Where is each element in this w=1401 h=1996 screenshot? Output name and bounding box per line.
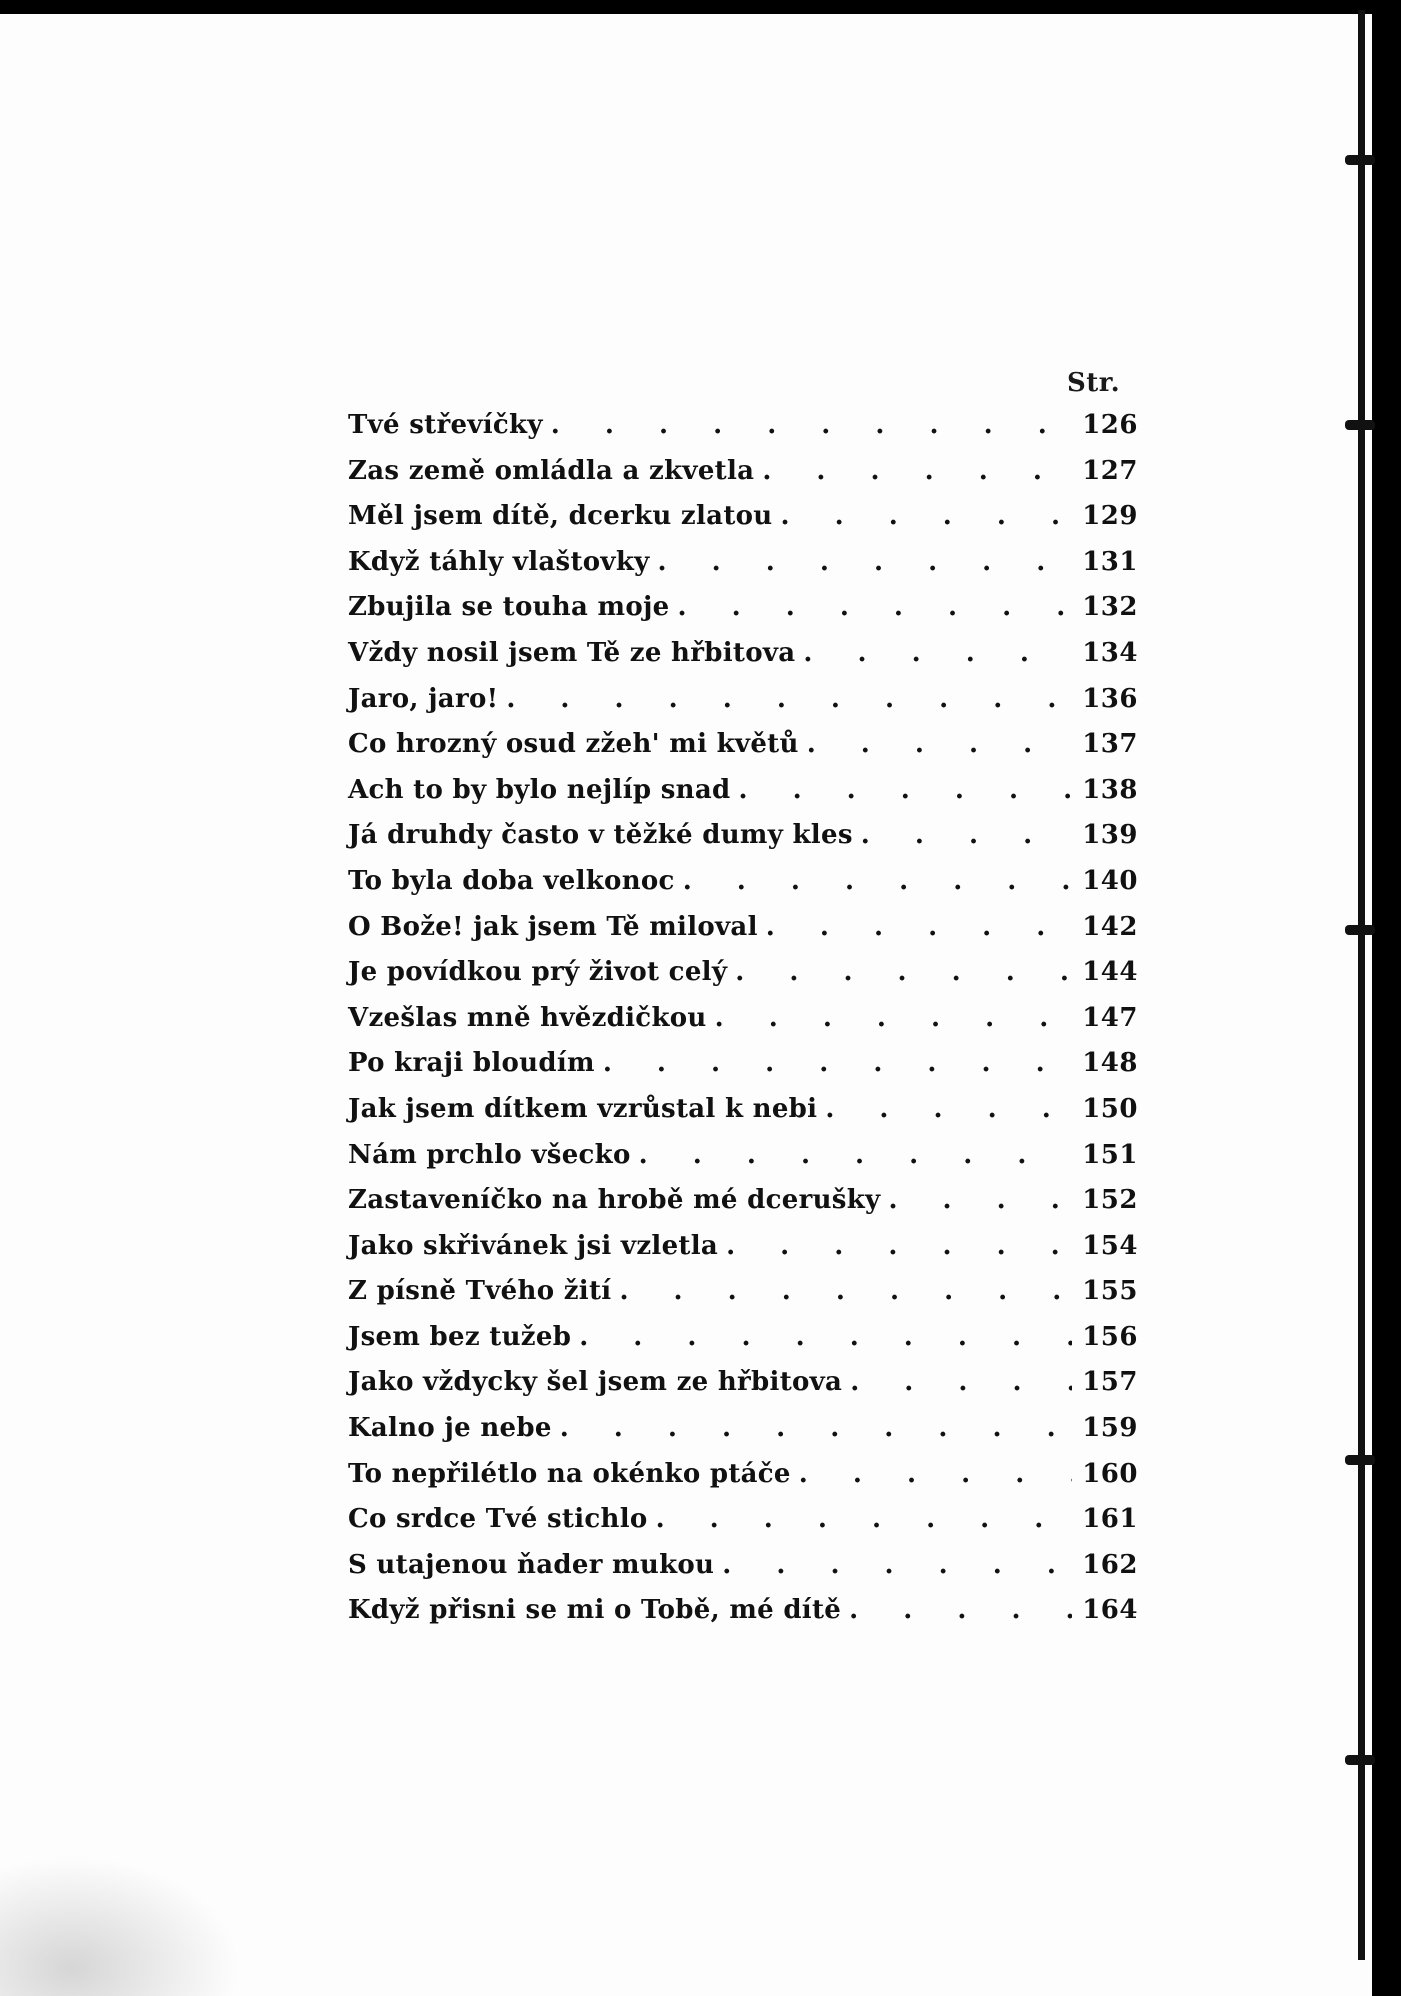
toc-entry-title: Když přisni se mi o Tobě, mé dítě [348, 1595, 842, 1626]
toc-leader-dots [722, 1550, 1072, 1580]
toc-leader-dots [735, 957, 1072, 987]
toc-entry-title: Zas země omládla a zkvetla [348, 455, 755, 486]
toc-entry-title: Zastaveníčko na hrobě mé dcerušky [348, 1185, 881, 1216]
toc-leader-dots [888, 1185, 1072, 1215]
toc-leader-dots [726, 1231, 1072, 1261]
toc-entry [348, 684, 1138, 730]
toc-leader-dots [619, 1276, 1072, 1306]
toc-entry [348, 775, 1138, 821]
toc-entry-page-number: 161 [1082, 1504, 1138, 1535]
toc-entry-title: O Bože! jak jsem Tě miloval [348, 911, 758, 942]
toc-leader-dots [766, 912, 1072, 942]
toc-entry-title: To byla doba velkonoc [348, 865, 675, 896]
page-smudge [0, 1856, 240, 1996]
toc-entry-page-number: 148 [1082, 1048, 1138, 1079]
toc-entry [348, 1367, 1138, 1413]
toc-entry-title: Jsem bez tužeb [348, 1321, 572, 1352]
toc-entry-title: Jako vždycky šel jsem ze hřbitova [348, 1367, 843, 1398]
toc-entry-title: Je povídkou prý život celý [348, 957, 728, 988]
toc-entry-page-number: 142 [1082, 911, 1138, 942]
toc-leader-dots [850, 1367, 1072, 1397]
toc-entry-page-number: 127 [1082, 455, 1138, 486]
toc-entry-title: Kalno je nebe [348, 1413, 552, 1444]
toc-entry-page-number: 157 [1082, 1367, 1138, 1398]
binding-tick [1345, 155, 1375, 165]
toc-entry [348, 866, 1138, 912]
toc-leader-dots [656, 1504, 1072, 1534]
toc-entry [348, 1595, 1138, 1641]
toc-leader-dots [803, 638, 1072, 668]
toc-entry-title: Jako skřivánek jsi vzletla [348, 1230, 719, 1261]
binding-tick [1345, 1755, 1375, 1765]
toc-entry-page-number: 132 [1082, 592, 1138, 623]
toc-entry-page-number: 150 [1082, 1093, 1138, 1124]
toc-entry [348, 1413, 1138, 1459]
toc-entry-page-number: 136 [1082, 683, 1138, 714]
toc-leader-dots [861, 820, 1072, 850]
toc-entry [348, 1185, 1138, 1231]
toc-entry [348, 592, 1138, 638]
binding-tick [1345, 1455, 1375, 1465]
toc-entry-title: Jaro, jaro! [348, 683, 499, 714]
toc-entry [348, 1276, 1138, 1322]
toc-leader-dots [658, 547, 1072, 577]
toc-leader-dots [603, 1048, 1072, 1078]
toc-entry-page-number: 164 [1082, 1595, 1138, 1626]
toc-entry [348, 820, 1138, 866]
toc-leader-dots [683, 866, 1072, 896]
toc-leader-dots [738, 775, 1072, 805]
toc-entry-page-number: 134 [1082, 637, 1138, 668]
toc-entry-title: Já druhdy často v těžké dumy kles [348, 820, 853, 851]
toc-leader-dots [506, 684, 1072, 714]
toc-entry-page-number: 126 [1082, 410, 1138, 440]
toc-entry-page-number: 139 [1082, 820, 1138, 851]
toc-entry-page-number: 156 [1082, 1321, 1138, 1352]
toc-entry-title: Nám prchlo všecko [348, 1139, 631, 1170]
toc-entry [348, 547, 1138, 593]
toc-entry-page-number: 137 [1082, 729, 1138, 760]
toc-leader-dots [678, 592, 1072, 622]
toc-leader-dots [551, 410, 1072, 440]
toc-entry-title: Když táhly vlaštovky [348, 546, 650, 577]
toc-entry [348, 501, 1138, 547]
toc-entry-page-number: 160 [1082, 1458, 1138, 1489]
toc-entry [348, 1048, 1138, 1094]
toc-leader-dots [825, 1094, 1072, 1124]
toc-entry-title: Měl jsem dítě, dcerku zlatou [348, 501, 773, 532]
toc-entry [348, 1550, 1138, 1596]
toc-entry-title: Co srdce Tvé stichlo [348, 1504, 648, 1535]
toc-entry-page-number: 151 [1082, 1139, 1138, 1170]
toc-leader-dots [799, 1459, 1072, 1489]
toc-leader-dots [807, 729, 1072, 759]
toc-entry-page-number: 138 [1082, 774, 1138, 805]
toc-leader-dots [780, 501, 1072, 531]
toc-entry [348, 410, 1138, 456]
toc-entry [348, 1504, 1138, 1550]
toc-entry-title: Z písně Tvého žití [348, 1276, 612, 1307]
toc-leader-dots [849, 1595, 1072, 1625]
toc-entry-title: Ach to by bylo nejlíp snad [348, 774, 731, 805]
toc-entry [348, 912, 1138, 958]
toc-entry-title: Po kraji bloudím [348, 1048, 595, 1079]
toc-entry-page-number: 147 [1082, 1002, 1138, 1033]
toc-entry-page-number: 129 [1082, 501, 1138, 532]
toc-entry-title: To nepřilétlo na okénko ptáče [348, 1458, 791, 1489]
toc-entry [348, 1322, 1138, 1368]
binding-spine [1358, 10, 1365, 1960]
toc-entry-page-number: 131 [1082, 546, 1138, 577]
toc-entry-page-number: 162 [1082, 1549, 1138, 1580]
toc-entry [348, 456, 1138, 502]
toc-entry-title: Zbujila se touha moje [348, 592, 670, 623]
toc-entry-title: S utajenou ňader mukou [348, 1549, 715, 1580]
toc-leader-dots [639, 1140, 1072, 1170]
toc-entry [348, 729, 1138, 775]
page-column-label: Str. [1067, 368, 1121, 398]
scan-edge [1381, 0, 1401, 1996]
binding-tick [1345, 420, 1375, 430]
toc-entry-title: Tvé střevíčky [348, 410, 543, 440]
toc-entry-page-number: 154 [1082, 1230, 1138, 1261]
toc-leader-dots [762, 456, 1072, 486]
toc-leader-dots [560, 1413, 1072, 1443]
toc-entry-page-number: 152 [1082, 1185, 1138, 1216]
toc-entry [348, 1459, 1138, 1505]
toc-entry-page-number: 144 [1082, 957, 1138, 988]
toc-leader-dots [579, 1322, 1072, 1352]
toc-entry [348, 1140, 1138, 1186]
toc-entry-title: Vždy nosil jsem Tě ze hřbitova [348, 637, 796, 668]
book-page [0, 14, 1372, 1996]
toc-entry-page-number: 140 [1082, 865, 1138, 896]
binding-tick [1345, 925, 1375, 935]
toc-entry [348, 638, 1138, 684]
toc-entry [348, 1094, 1138, 1140]
toc-entry [348, 957, 1138, 1003]
toc-entry-page-number: 155 [1082, 1276, 1138, 1307]
toc-entry [348, 1231, 1138, 1277]
toc-entry-title: Jak jsem dítkem vzrůstal k nebi [348, 1093, 818, 1124]
toc-entry-page-number: 159 [1082, 1413, 1138, 1444]
toc-entry-title: Vzešlas mně hvězdičkou [348, 1002, 707, 1033]
table-of-contents [348, 410, 1138, 1641]
toc-entry [348, 1003, 1138, 1049]
toc-entry-title: Co hrozný osud zžeh' mi květů [348, 729, 799, 760]
toc-leader-dots [715, 1003, 1072, 1033]
